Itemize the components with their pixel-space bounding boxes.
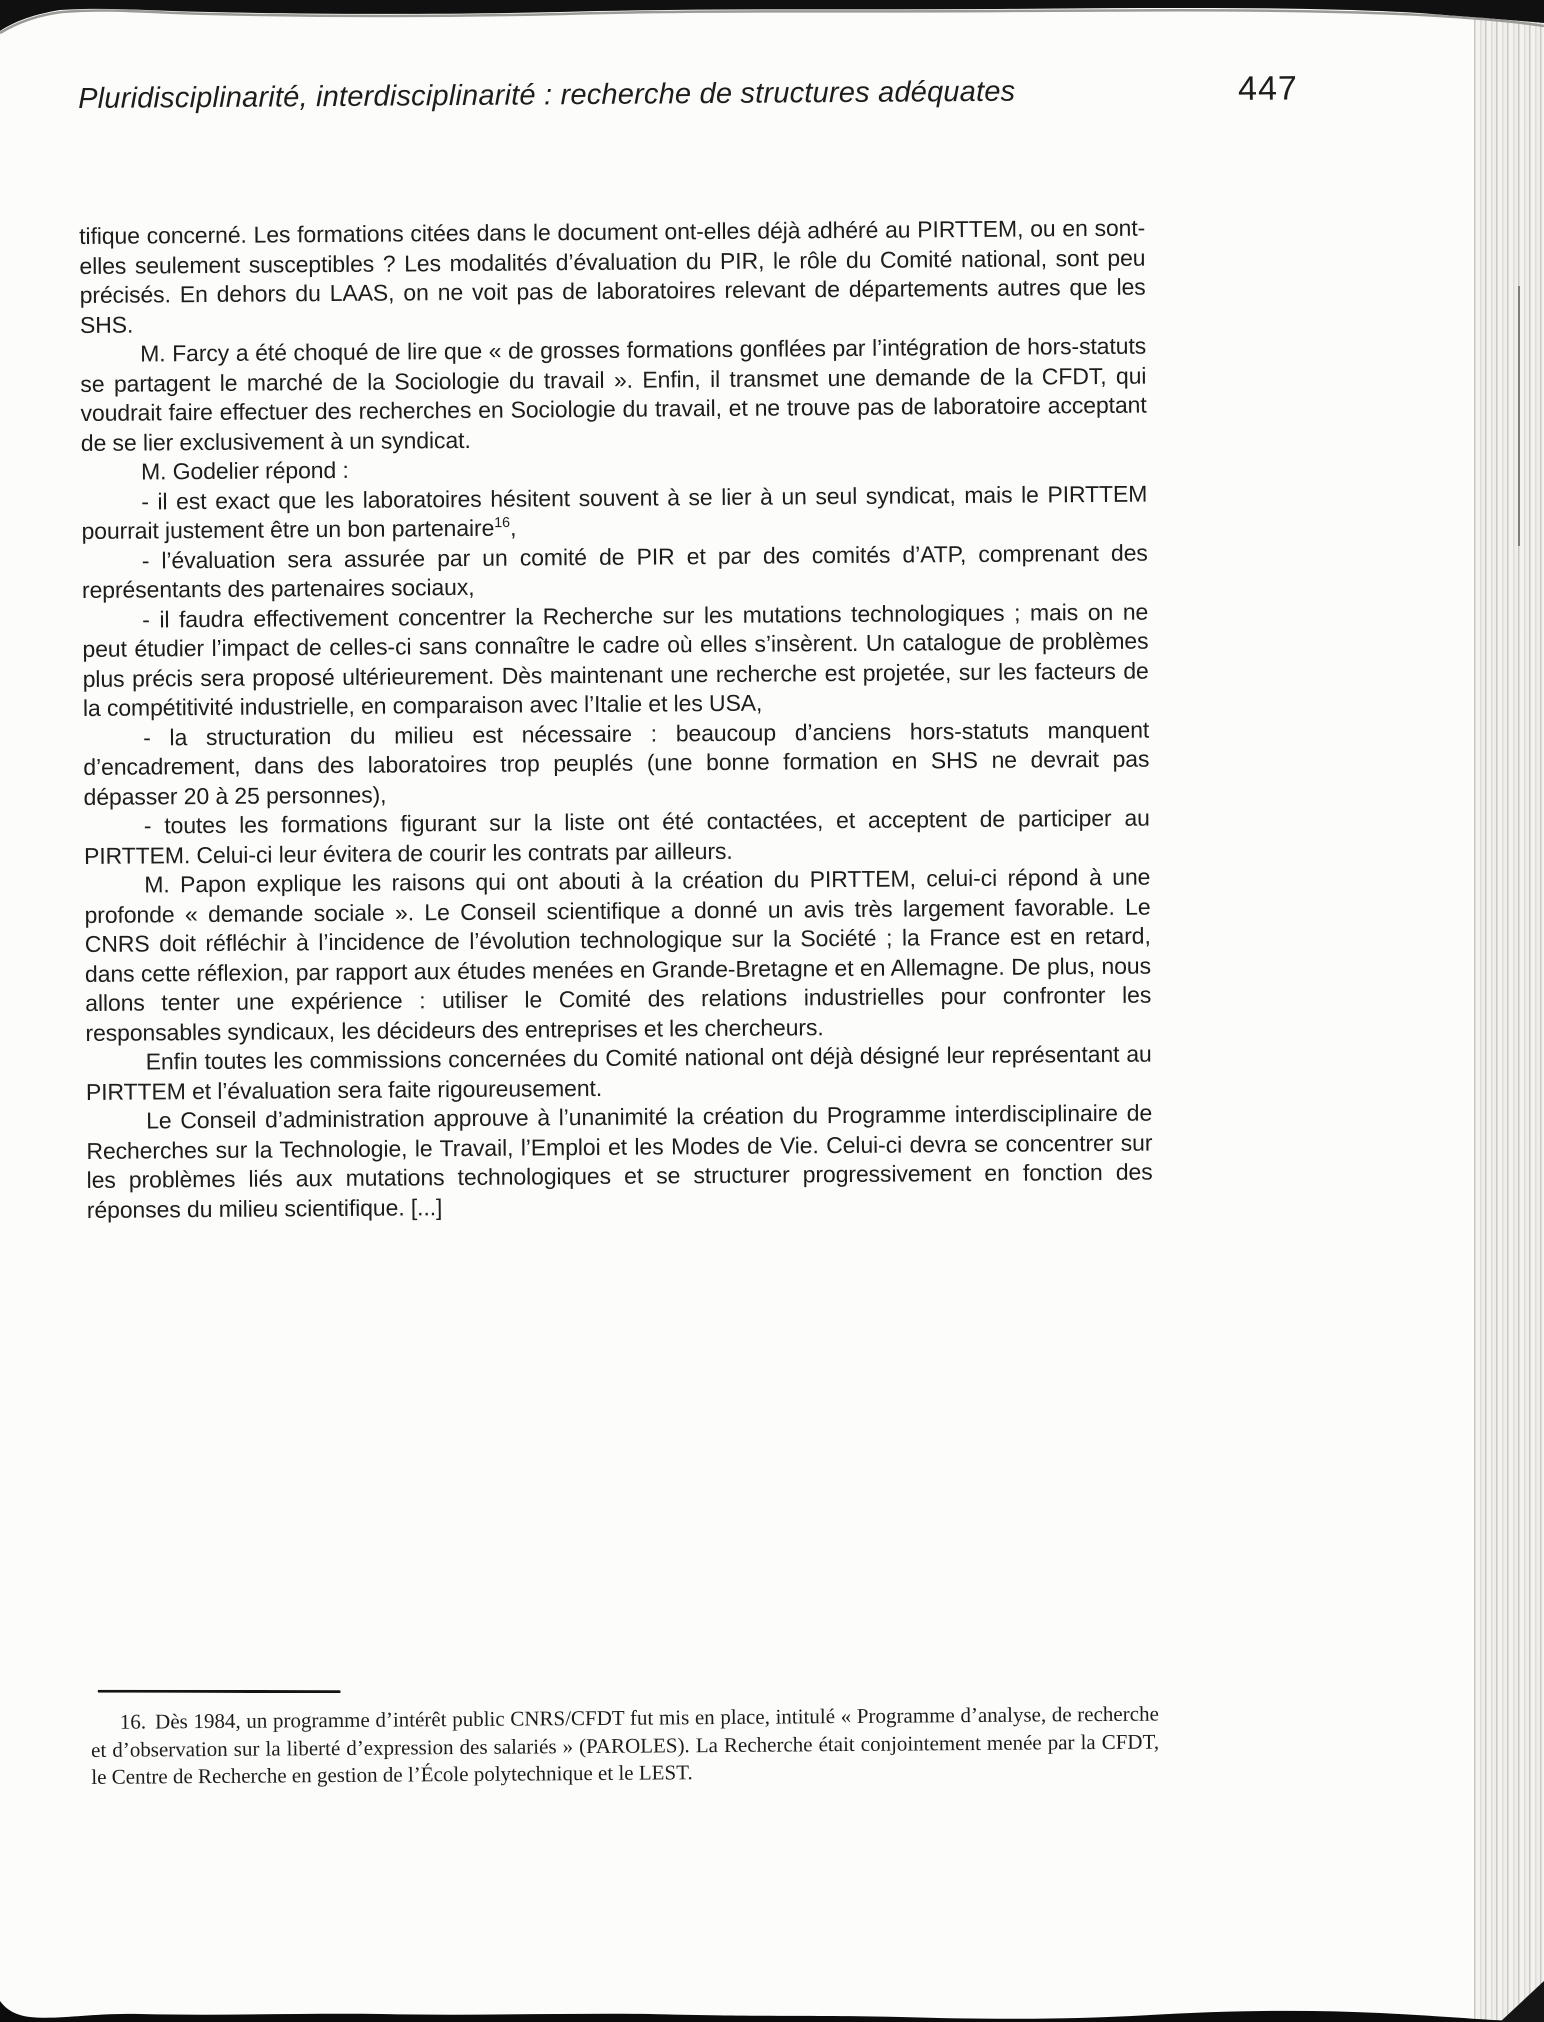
paragraph: - la structuration du milieu est nécessaire : beaucoup d’anciens hors-statuts manquent d’encadrement, dans des laboratoires trop peuplés (une bonne formation en SHS ne devrait pas dépasser 20 à 25 personnes), <box>83 716 1150 810</box>
footnote-number: 16. <box>119 1709 147 1734</box>
body-text <box>79 214 1153 1225</box>
footnote-separator <box>98 1690 341 1693</box>
page-number: 447 <box>1237 69 1298 108</box>
running-head <box>78 69 1306 143</box>
footnote-text: Dès 1984, un programme d’intérêt public CNRS/CFDT fut mis en place, intitulé « Programme d’analyse, de recherche et d’observation sur la liberté d’expression des salariés » (PAROLES). La Recherche était conjointement menée par la CFDT, le Centre de Recherche en gestion de l’École polytechnique et le LEST. <box>90 1701 1160 1789</box>
page-title: Pluridisciplinarité, interdisciplinarité : recherche de structures adéquates <box>78 75 1016 115</box>
paragraph: Le Conseil d’administration approuve à l’unanimité la création du Programme interdisciplinaire de Recherches sur la Technologie, le Travail, l’Emploi et les Modes de Vie. Celui-ci devra se concentrer sur les problèmes liés aux mutations technologiques et se structurer progressivement en fonction des réponses du milieu scientifique. [...] <box>86 1099 1153 1223</box>
paragraph: M. Farcy a été choqué de lire que « de grosses formations gonflées par l’intégration de hors-statuts se partagent le marché de la Sociologie du travail ». Enfin, il transmet une demande de la CFDT, qui voudrait faire effectuer des recherches en Sociologie du travail, et ne trouve pas de laboratoire acceptant de se lier exclusivement à un syndicat. <box>80 332 1147 456</box>
scan-edge-bottom <box>0 1977 1544 2022</box>
paragraph: Enfin toutes les commissions concernées du Comité national ont déjà désigné leur représentant au PIRTTEM et l’évaluation sera faite rigoureusement. <box>85 1040 1152 1105</box>
page-edge-striations <box>1474 6 1544 2022</box>
paragraph: - toutes les formations figurant sur la liste ont été contactées, et acceptent de participer au PIRTTEM. Celui-ci leur évitera de courir les contrats par ailleurs. <box>83 804 1150 869</box>
paragraph: M. Godelier répond : <box>140 456 349 485</box>
scan-edge-top <box>0 0 1544 50</box>
print-area <box>78 69 1306 1789</box>
footnote <box>91 1701 1160 1792</box>
paragraph: - il faudra effectivement concentrer la Recherche sur les mutations technologiques ; mais on ne peut étudier l’impact de celles-ci sans connaître le cadre où elles s’insèrent. Un catalogue de problèmes plus précis sera proposé ultérieurement. Dès maintenant une recherche est projetée, sur les facteurs de la compétitivité industrielle, en comparaison avec l’Italie et les USA, <box>82 598 1149 721</box>
page-edge-dark-line <box>1518 286 1520 546</box>
paragraph: tifique concerné. Les formations citées dans le document ont-elles déjà adhéré au PIRTTEM, ou en sont-elles seulement susceptibles ? Les modalités d’évaluation du PIR, le rôle du Comité national, sont peu précisés. En dehors du LAAS, on ne voit pas de laboratoires relevant de départements autres que les SHS. <box>79 214 1146 338</box>
paragraph: - il est exact que les laboratoires hésitent souvent à se lier à un seul syndicat, mais le PIRTTEM pourrait justement être un bon partenaire$^{16}$, <box>81 480 1148 544</box>
paragraph: M. Papon explique les raisons qui ont abouti à la création du PIRTTEM, celui-ci répond à une profonde « demande sociale ». Le Conseil scientifique a donné un avis très largement favorable. Le CNRS doit réfléchir à l’incidence de l’évolution technologique sur la Société ; la France est en retard, dans cette réflexion, par rapport aux études menées en Grande-Bretagne et en Allemagne. De plus, nous allons tenter une expérience : utiliser le Comité des relations industrielles pour confronter les responsables syndicaux, les décideurs des entreprises et les chercheurs. <box>84 863 1152 1046</box>
footnote-reference: 16 <box>494 514 511 532</box>
paragraph: - l’évaluation sera assurée par un comité de PIR et par des comités d’ATP, comprenant des représentants des partenaires sociaux, <box>81 539 1148 603</box>
